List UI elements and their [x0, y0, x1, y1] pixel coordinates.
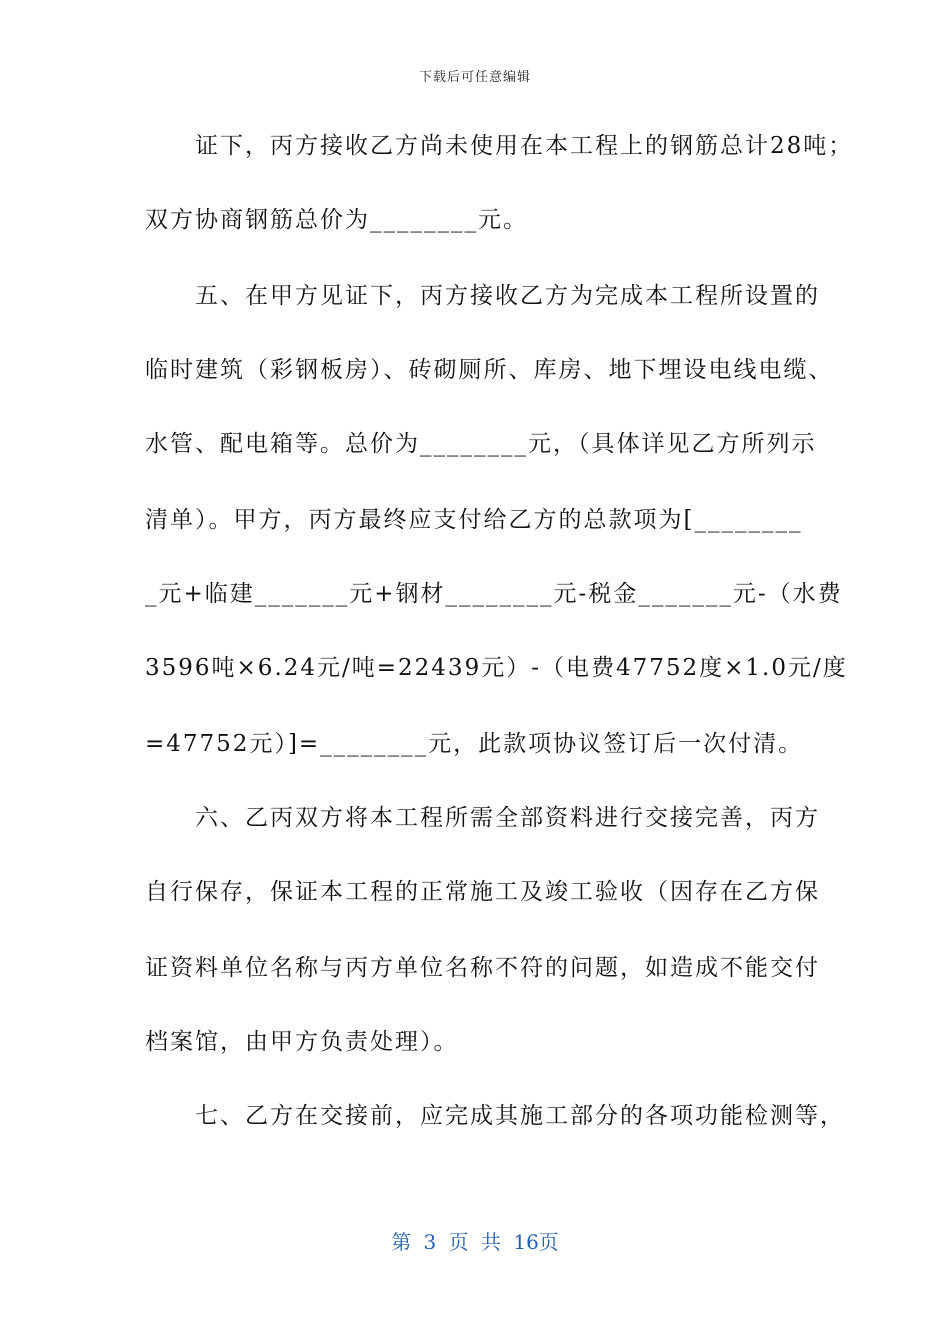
body-line: 双方协商钢筋总价为________元。: [145, 207, 528, 233]
body-line: 五、在甲方见证下，丙方接收乙方为完成本工程所设置的: [145, 283, 820, 309]
page-number: 第 3 页 共 16页: [391, 1230, 559, 1254]
body-line: 档案馆，由甲方负责处理）。: [145, 1029, 459, 1055]
page-header-note: 下载后可任意编辑: [418, 70, 531, 85]
body-line: 七、乙方在交接前，应完成其施工部分的各项功能检测等，: [145, 1103, 845, 1129]
body-line: 临时建筑（彩钢板房）、砖砌厕所、库房、地下埋设电线电缆、: [145, 357, 834, 383]
body-line: _元+临建_______元+钢材________元-税金_______元-（水费: [145, 581, 843, 607]
body-line: 六、乙丙双方将本工程所需全部资料进行交接完善，丙方: [145, 805, 820, 831]
body-line: =47752元）]=________元，此款项协议签订后一次付清。: [145, 731, 804, 757]
body-line: 自行保存，保证本工程的正常施工及竣工验收（因存在乙方保: [145, 879, 820, 905]
body-line: 证下，丙方接收乙方尚未使用在本工程上的钢筋总计28吨；: [145, 133, 854, 159]
body-line: 清单）。甲方，丙方最终应支付给乙方的总款项为[________: [145, 507, 803, 533]
body-line: 水管、配电箱等。总价为________元，（具体详见乙方所列示: [145, 431, 817, 457]
body-line: 证资料单位名称与丙方单位名称不符的问题，如造成不能交付: [145, 955, 820, 981]
body-line: 3596吨×6.24元/吨=22439元）-（电费47752度×1.0元/度: [145, 655, 848, 681]
